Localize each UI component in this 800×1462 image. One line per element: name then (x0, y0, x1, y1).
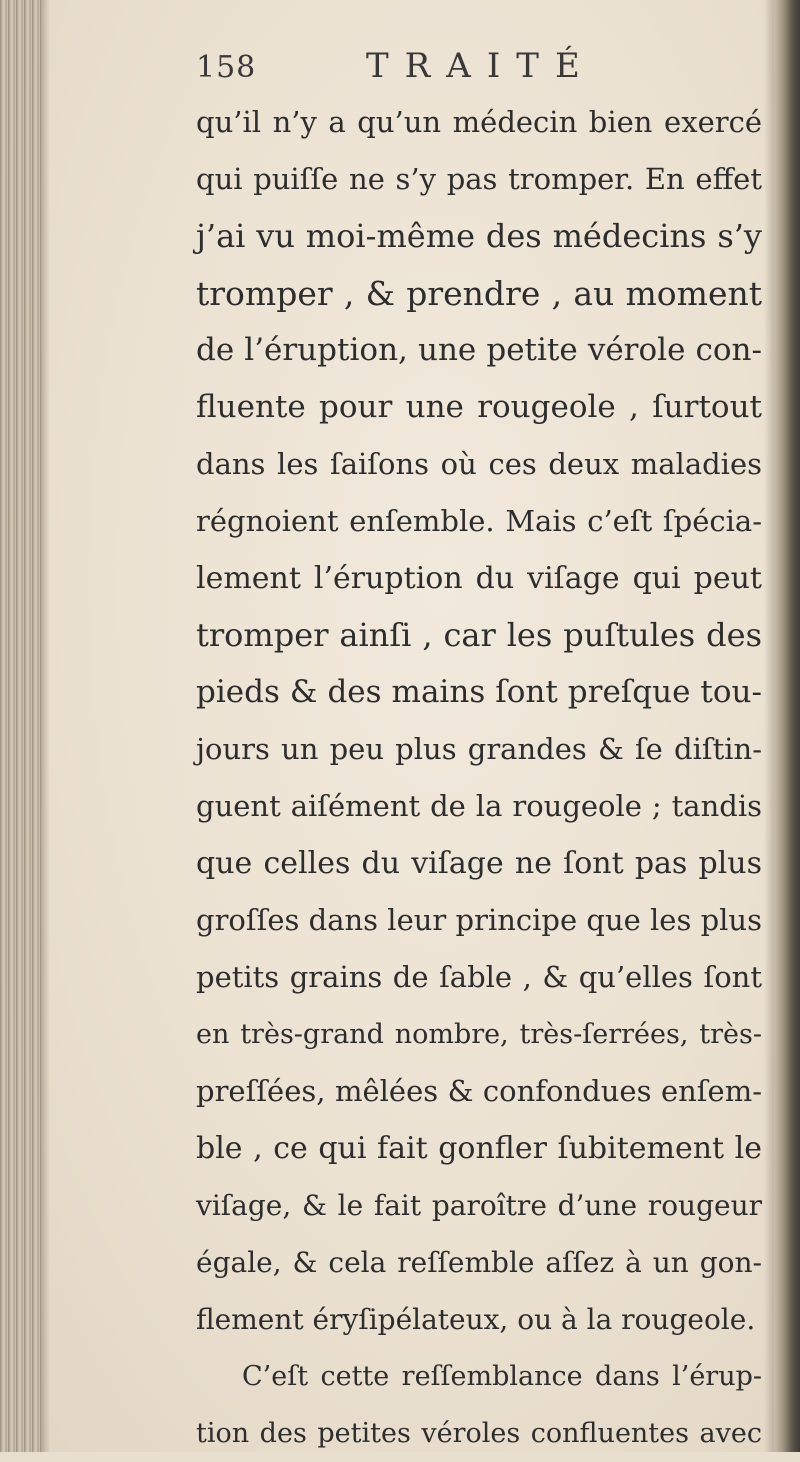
text-line-indented: C’eſt cette reſſemblance dans l’érup- (242, 1361, 762, 1392)
text-line: fluente pour une rougeole , ſurtout (196, 389, 762, 425)
text-line: qu’il n’y a qu’un médecin bien exercé (196, 105, 762, 139)
page-edge-stack (0, 0, 42, 1452)
body-text (196, 94, 762, 1462)
text-line: preſſées, mêlées & confondues enſem- (196, 1074, 762, 1108)
text-line: régnoient enſemble. Mais c’eſt ſpécia- (196, 504, 762, 538)
page-number: 158 (196, 50, 257, 85)
text-line: groſſes dans leur principe que les plus (196, 903, 762, 937)
text-line: viſage, & le fait paroître d’une rougeur (196, 1189, 762, 1222)
text-line: pieds & des mains ſont preſque tou- (196, 674, 762, 710)
text-line: tromper , & prendre , au moment (196, 274, 762, 313)
text-line: dans les ſaiſons où ces deux maladies (196, 447, 762, 481)
text-line: lement l’éruption du viſage qui peut (196, 561, 762, 596)
text-line: j’ai vu moi-même des médecins s’y (196, 217, 762, 255)
binding-edge (774, 0, 800, 1452)
text-line: ble , ce qui fait gonfler ſubitement le (196, 1131, 762, 1166)
text-line: de l’éruption, une petite vérole con- (196, 332, 762, 368)
running-head: TRAITÉ (366, 46, 596, 86)
text-line: qui puiſſe ne s’y pas tromper. En effet (196, 162, 762, 196)
text-line: tromper ainſi , car les puſtules des (196, 616, 762, 654)
text-line: flement éryſipélateux, ou à la rougeole. (196, 1303, 756, 1336)
text-line: égale, & cela reſſemble aſſez à un gon- (196, 1246, 762, 1279)
text-line: tion des petites véroles confluentes avec (196, 1418, 762, 1449)
page-header (196, 46, 756, 86)
text-line: que celles du viſage ne ſont pas plus (196, 846, 762, 881)
text-line: guent aiſément de la rougeole ; tandis (196, 789, 762, 823)
text-line: petits grains de ſable , & qu’elles ſont (196, 960, 762, 994)
text-line: en très-grand nombre, très-ſerrées, très- (196, 1019, 762, 1050)
text-line: jours un peu plus grandes & ſe diſtin- (196, 732, 762, 766)
